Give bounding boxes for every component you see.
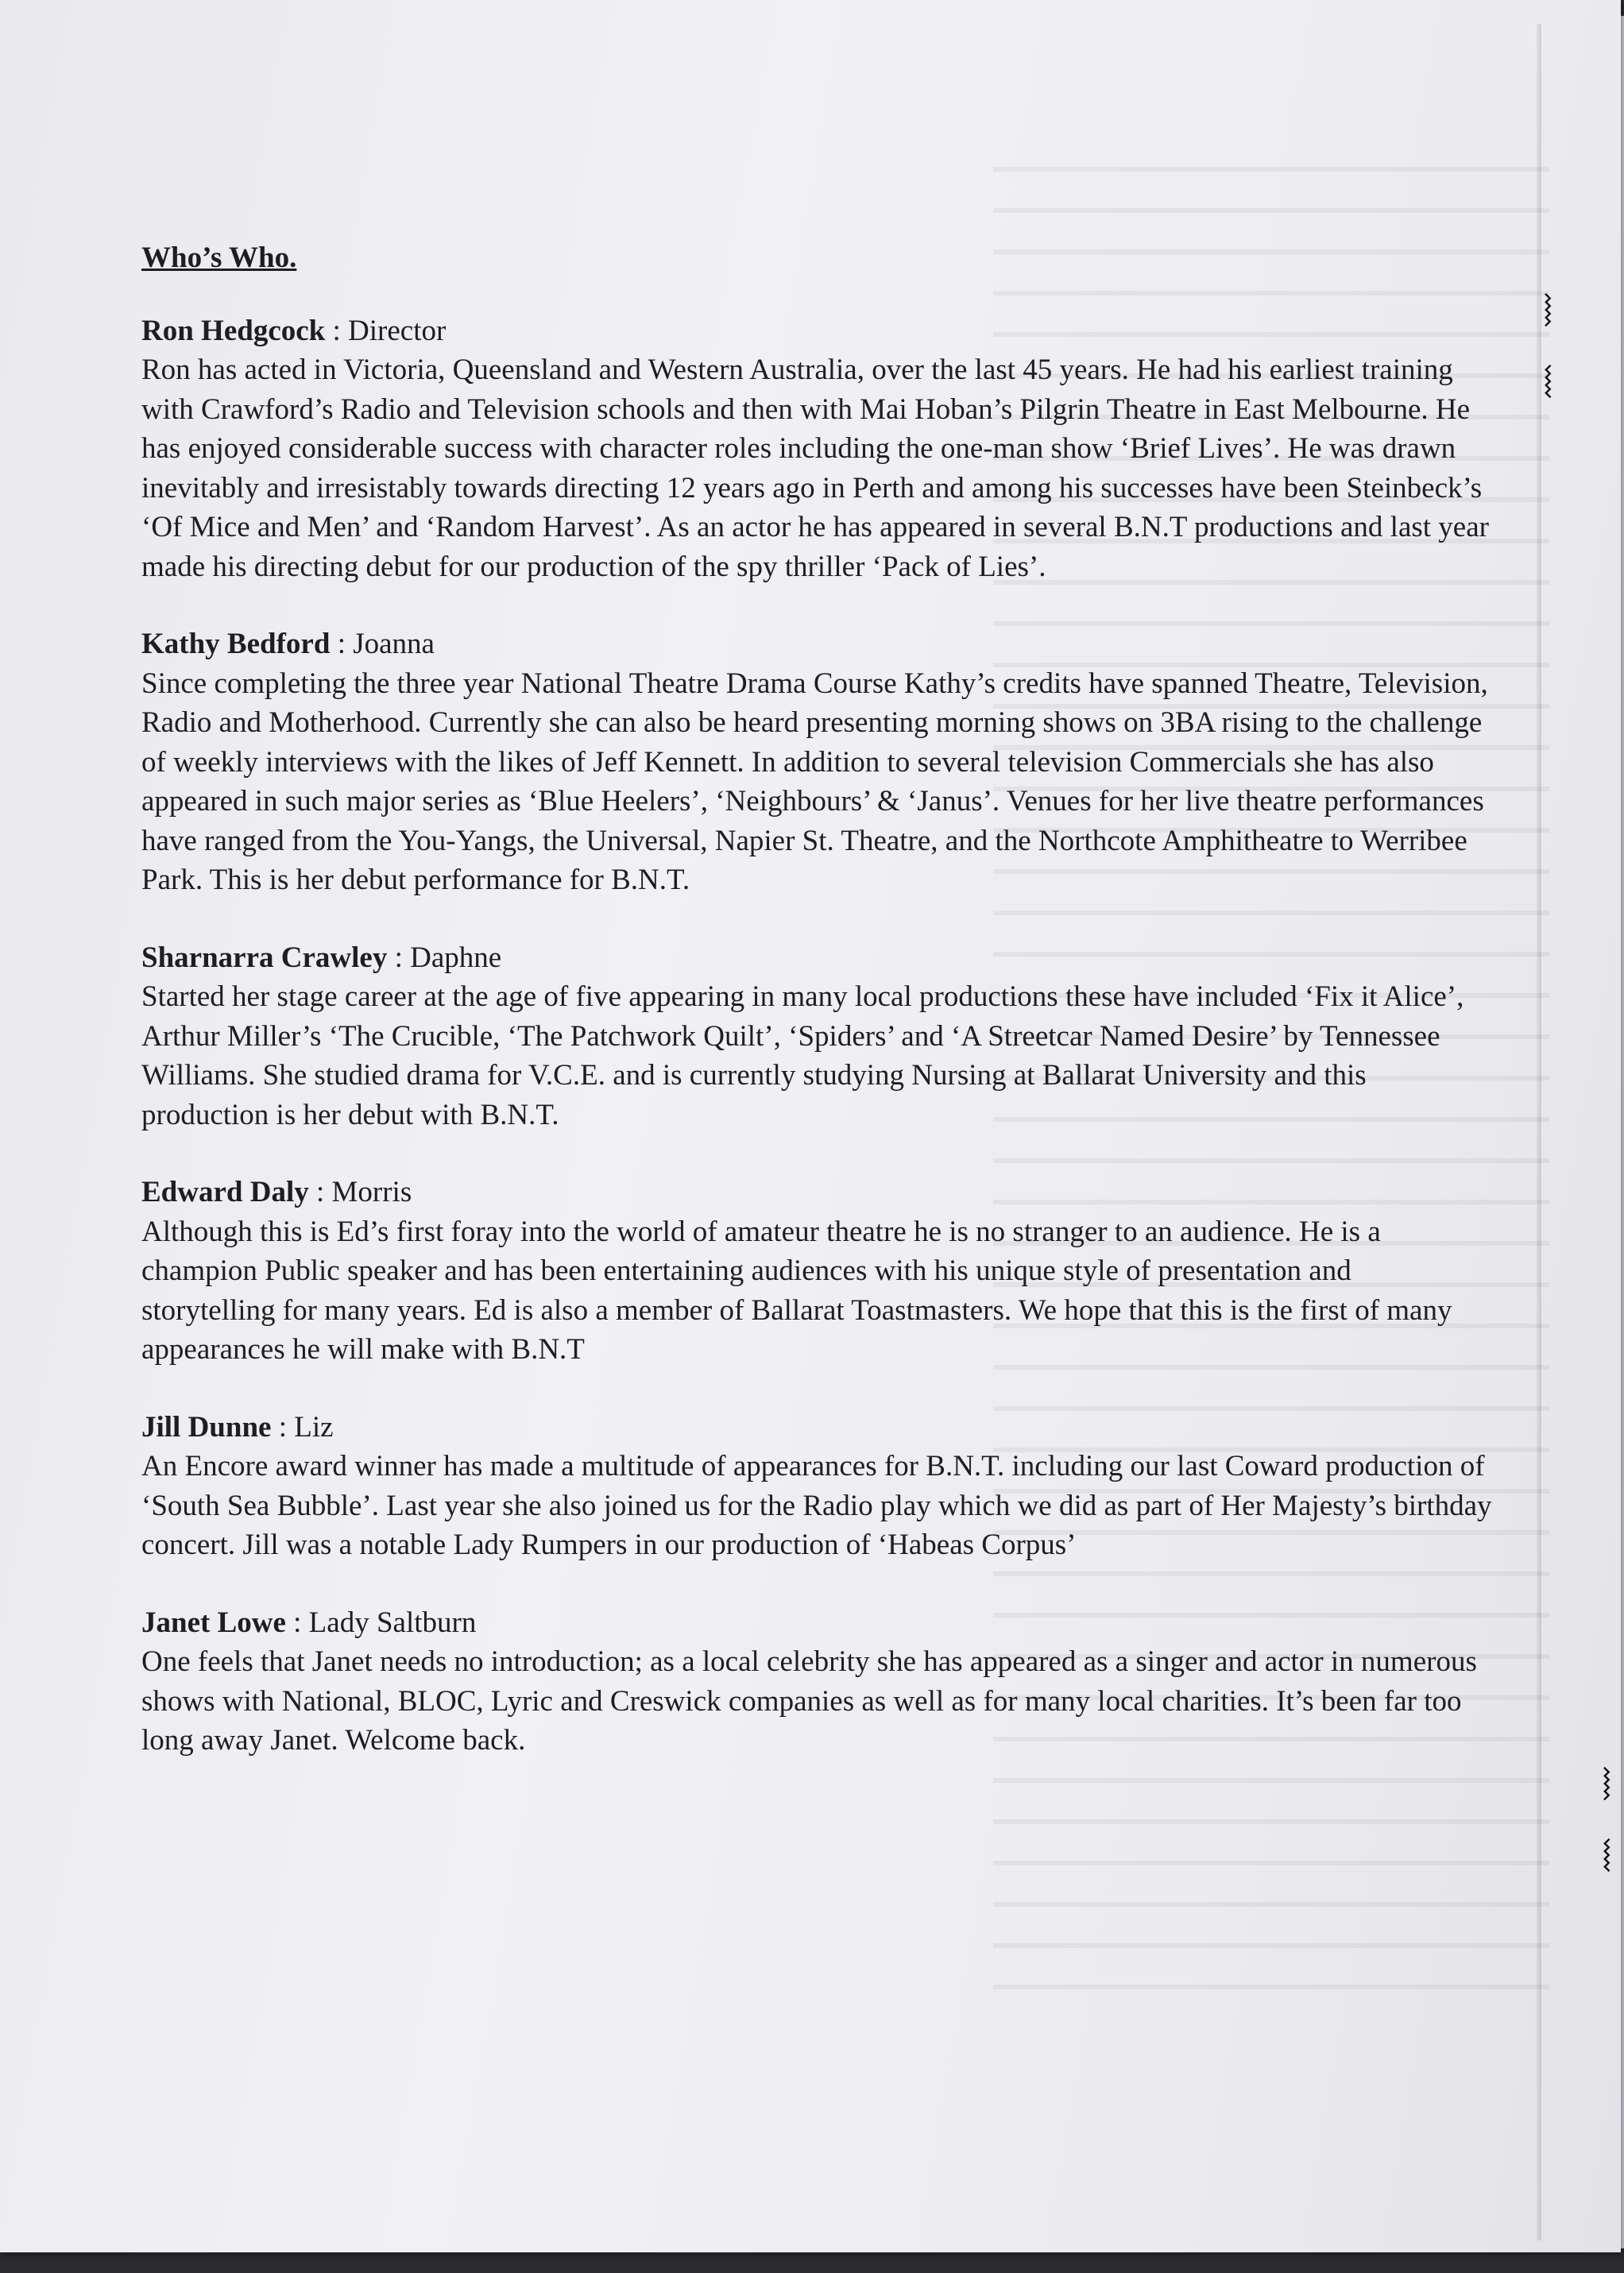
person-bio: An Encore award winner has made a multitude of appearances for B.N.T. including our last Coward production of ‘South Sea Bubble’. Last year she also joined us for the Radio play which we did as part of Her Majesty’s birthday concert. Jill was a notable Lady Rumpers in our production of ‘Habeas Corpus’ — [141, 1450, 1492, 1561]
margin-bracket-mark: ⧙ — [1543, 354, 1553, 409]
person-name: Janet Lowe — [141, 1606, 286, 1639]
person-role: : Joanna — [337, 628, 435, 660]
margin-bracket-mark: ⧙ — [1602, 1827, 1612, 1883]
person-bio: Although this is Ed’s first foray into the world of amateur theatre he is no stranger to an audience. He is a champion Public speaker and has been entertaining audiences with his unique style of presentation and storytelling for many years. Ed is also a member of Ballarat Toastmasters. We hope that this is the first of many appearances he will make with B.N.T — [141, 1215, 1452, 1366]
person-name: Ron Hedgcock — [141, 314, 326, 347]
entry-title — [141, 938, 1492, 978]
person-name: Sharnarra Crawley — [141, 941, 388, 974]
entry-title — [141, 1173, 1492, 1212]
person-bio: One feels that Janet needs no introduction; as a local celebrity she has appeared as a singer and actor in numerous shows with National, BLOC, Lyric and Creswick companies as well as for many local charities. It’s been far too long away Janet. Welcome back. — [141, 1645, 1477, 1757]
person-name: Jill Dunne — [141, 1410, 272, 1444]
cast-entry — [141, 1173, 1492, 1370]
entry-title — [141, 311, 1492, 351]
person-name: Kathy Bedford — [141, 628, 331, 660]
section-heading: Who’s Who. — [141, 242, 297, 274]
cast-entry — [141, 938, 1492, 1135]
person-role: : Morris — [315, 1176, 412, 1208]
person-role: : Lady Saltburn — [293, 1606, 477, 1639]
cast-entry — [141, 311, 1492, 587]
person-bio: Since completing the three year National Theatre Drama Course Kathy’s credits have spanned Theatre, Television, Radio and Motherhood. Currently she can also be heard presenting morning shows on 3BA rising to the challenge of weekly interviews with the likes of Jeff Kennett. In addition to several television Commercials she has also appeared in such major series as ‘Blue Heelers’, ‘Neighbours’ & ‘Janus’. Venues for her live theatre performances have ranged from the You-Yangs, the Universal, Napier St. Theatre, and the Northcote Amphitheatre to Werribee Park. This is her debut performance for B.N.T. — [141, 667, 1488, 896]
person-name: Edward Daly — [141, 1176, 309, 1208]
cast-entry — [141, 624, 1492, 900]
margin-bracket-mark: ⧘ — [1602, 1756, 1612, 1811]
cast-entry — [141, 1603, 1492, 1761]
person-role: : Liz — [278, 1410, 334, 1444]
entry-title — [141, 624, 1492, 664]
person-bio: Ron has acted in Victoria, Queensland and Western Australia, over the last 45 years. He had his earliest training with Crawford’s Radio and Television schools and then with Mai Hoban’s Pilgrin Theatre in East Melbourne. He has enjoyed considerable success with character roles including the one-man show ‘Brief Lives’. He was drawn inevitably and irresistably towards directing 12 years ago in Perth and among his successes have been Steinbeck’s ‘Of Mice and Men’ and ‘Random Harvest’. As an actor he has appeared in several B.N.T productions and last year made his directing debut for our production of the spy thriller ‘Pack of Lies’. — [141, 354, 1489, 583]
margin-bracket-mark: ⧘ — [1543, 282, 1553, 338]
entry-title — [141, 1603, 1492, 1643]
person-role: : Daphne — [394, 941, 502, 974]
person-role: : Director — [332, 314, 447, 347]
document-body — [141, 238, 1492, 1799]
entry-title — [141, 1408, 1492, 1448]
person-bio: Started her stage career at the age of five appearing in many local productions these have included ‘Fix it Alice’, Arthur Miller’s ‘The Crucible, ‘The Patchwork Quilt’, ‘Spiders’ and ‘A Streetcar Named Desire’ by Tennessee Williams. She studied drama for V.C.E. and is currently studying Nursing at Ballarat University and this production is her debut with B.N.T. — [141, 980, 1464, 1131]
cast-entry — [141, 1408, 1492, 1565]
